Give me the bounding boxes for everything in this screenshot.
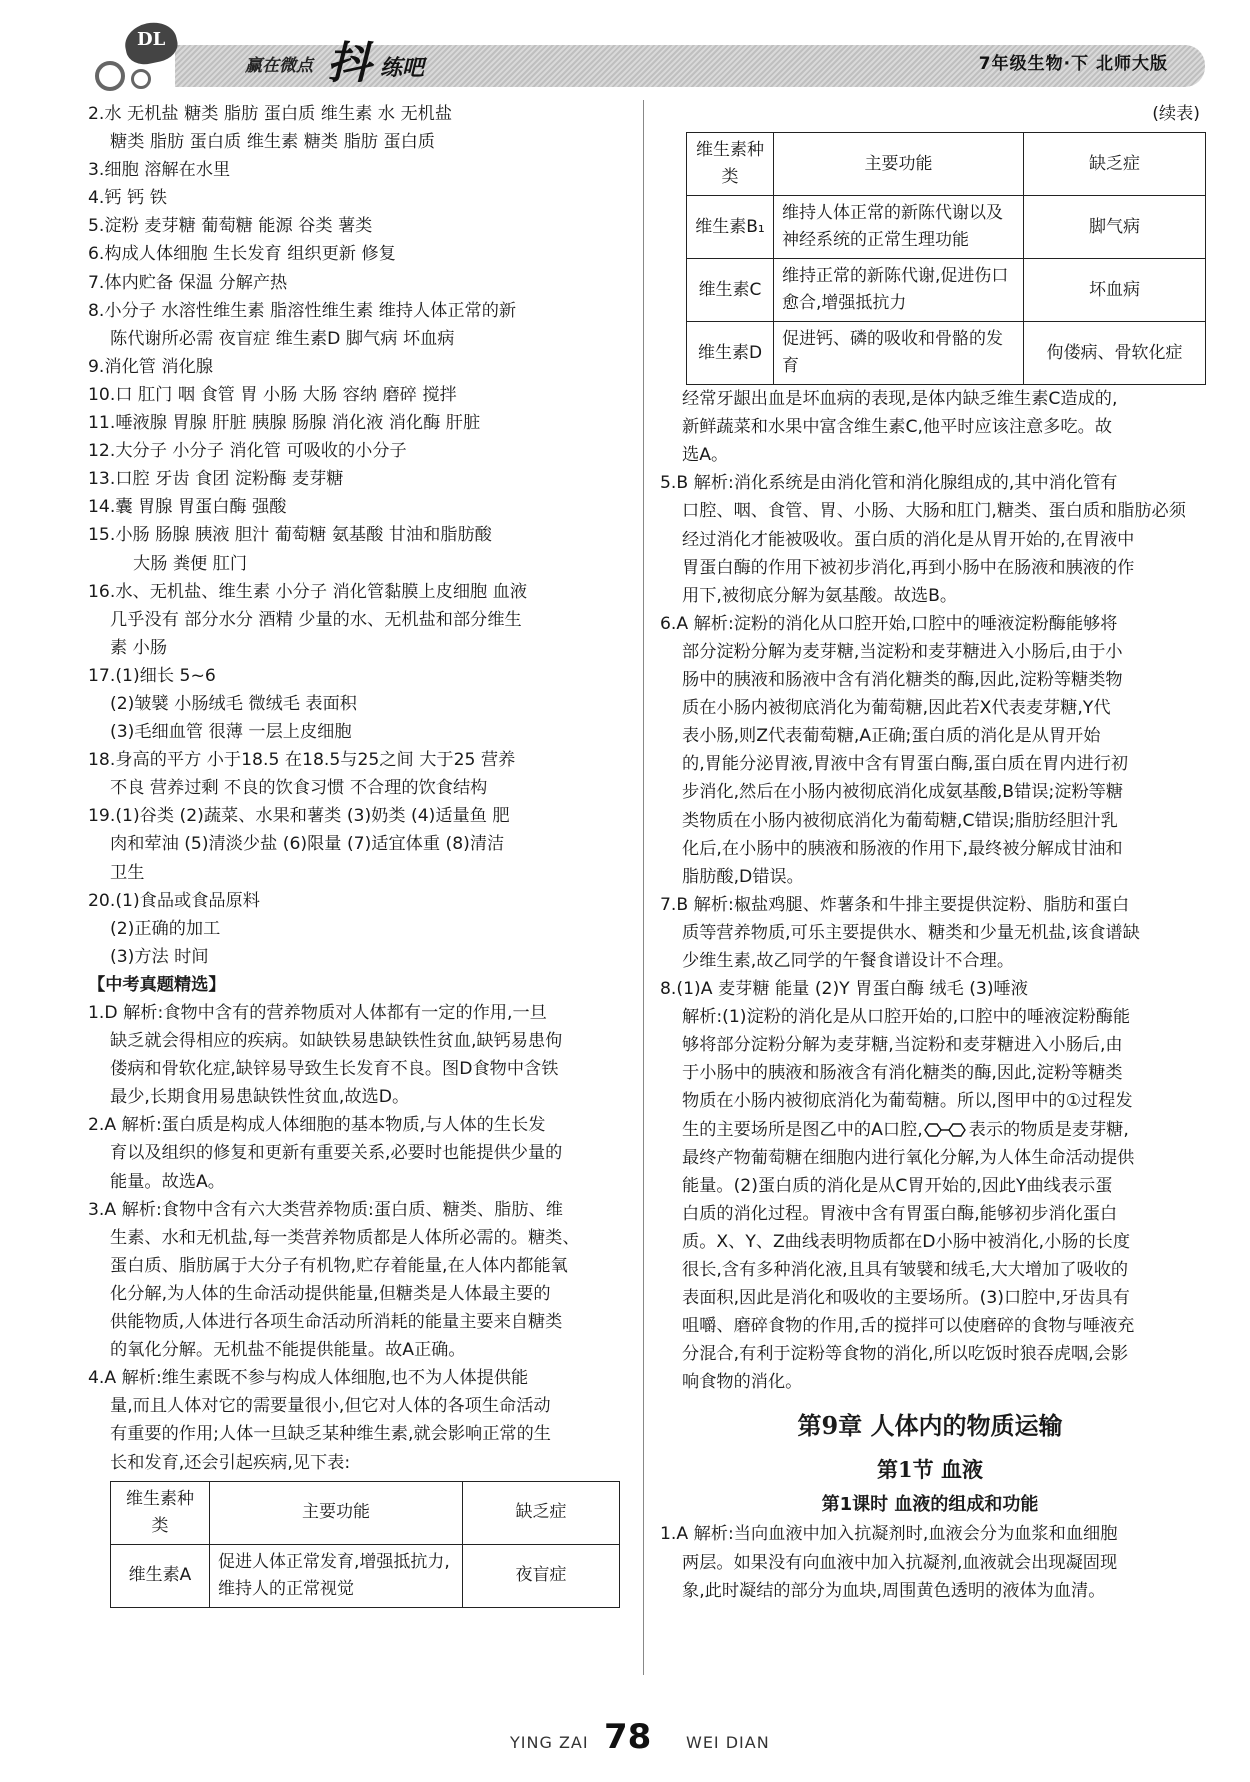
text-line: 13.口腔 牙齿 食团 淀粉酶 麦芽糖 bbox=[88, 469, 344, 490]
text-line: 有重要的作用;人体一旦缺乏某种维生素,就会影响正常的生 bbox=[110, 1424, 551, 1445]
text-line: 2.A 解析:蛋白质是构成人体细胞的基本物质,与人体的生长发 bbox=[88, 1115, 546, 1136]
text-line: 16.水、无机盐、维生素 小分子 消化管黏膜上皮细胞 血液 bbox=[88, 581, 528, 602]
text-line: 8.小分子 水溶性维生素 脂溶性维生素 维持人体正常的新 bbox=[88, 300, 517, 321]
table-header-cell: 维生素种类 bbox=[687, 133, 774, 196]
left-lines bbox=[88, 100, 628, 1477]
brand-small: 练吧 bbox=[380, 55, 425, 81]
text-line: 20.(1)食品或食品原料 bbox=[88, 890, 260, 911]
table-header-cell: 缺乏症 bbox=[1024, 133, 1206, 196]
text-line: 象,此时凝结的部分为血块,周围黄色透明的液体为血清。 bbox=[682, 1580, 1106, 1601]
text-line: 用下,被彻底分解为氨基酸。故选B。 bbox=[682, 585, 958, 606]
table-cell: 促进钙、磷的吸收和骨骼的发育 bbox=[774, 322, 1024, 385]
table-cell: 佝偻病、骨软化症 bbox=[1024, 322, 1206, 385]
section-title: 第1节 血液 bbox=[877, 1457, 983, 1483]
table-cell: 维持正常的新陈代谢,促进伤口愈合,增强抵抗力 bbox=[774, 259, 1024, 322]
text-line: 7.B 解析:椒盐鸡腿、炸薯条和牛排主要提供淀粉、脂肪和蛋白 bbox=[660, 894, 1130, 915]
gear-small-icon bbox=[131, 69, 151, 89]
text-line: 19.(1)谷类 (2)蔬菜、水果和薯类 (3)奶类 (4)适量鱼 肥 bbox=[88, 806, 510, 827]
text-line: 表小肠,则Z代表葡萄糖,A正确;蛋白质的消化是从胃开始 bbox=[682, 726, 1101, 747]
text-line: 4.钙 钙 铁 bbox=[88, 188, 167, 209]
text-line: 能量。故选A。 bbox=[110, 1171, 225, 1192]
text-line: 经过消化才能被吸收。蛋白质的消化是从胃开始的,在胃液中 bbox=[682, 529, 1135, 550]
text-line: 化分解,为人体的生命活动提供能量,但糖类是人体最主要的 bbox=[110, 1283, 551, 1304]
text-line: 咀嚼、磨碎食物的作用,舌的搅拌可以使磨碎的食物与唾液充 bbox=[682, 1316, 1135, 1337]
text-line: 大肠 粪便 肛门 bbox=[133, 553, 248, 574]
text-line-chain bbox=[660, 1116, 1200, 1144]
text-line: 新鲜蔬菜和水果中富含维生素C,他平时应该注意多吃。故 bbox=[682, 417, 1112, 438]
text-line: 表面积,因此是消化和吸收的主要场所。(3)口腔中,牙齿具有 bbox=[682, 1288, 1130, 1309]
text-line: 的,胃能分泌胃液,胃液中含有胃蛋白酶,蛋白质在胃内进行初 bbox=[682, 754, 1129, 775]
text-line: 15.小肠 肠腺 胰液 胆汁 葡萄糖 氨基酸 甘油和脂肪酸 bbox=[88, 525, 492, 546]
footer-left: YING ZAI bbox=[510, 1733, 589, 1752]
text-line: 14.囊 胃腺 胃蛋白酶 强酸 bbox=[88, 497, 287, 518]
chapter-title: 第9章 人体内的物质运输 bbox=[797, 1411, 1063, 1441]
text-line: 5.淀粉 麦芽糖 葡萄糖 能源 谷类 薯类 bbox=[88, 216, 373, 237]
text-line: 质等营养物质,可乐主要提供水、糖类和少量无机盐,该食谱缺 bbox=[682, 922, 1140, 943]
text-line: 量,而且人体对它的需要量很小,但它对人体的各项生命活动 bbox=[110, 1396, 551, 1417]
text-line: 17.(1)细长 5~6 bbox=[88, 665, 216, 686]
text-line: 分混合,有利于淀粉等食物的消化,所以吃饭时狼吞虎咽,会影 bbox=[682, 1344, 1129, 1365]
text-line: 8.(1)A 麦芽糖 能量 (2)Y 胃蛋白酶 绒毛 (3)唾液 bbox=[660, 979, 1028, 1000]
text-line: (2)皱襞 小肠绒毛 微绒毛 表面积 bbox=[110, 693, 357, 714]
table-cell: 脚气病 bbox=[1024, 196, 1206, 259]
text-line: 最终产物葡萄糖在细胞内进行氧化分解,为人体生命活动提供 bbox=[682, 1147, 1135, 1168]
text-line: 陈代谢所必需 夜盲症 维生素D 脚气病 坏血病 bbox=[110, 328, 455, 349]
text-line: 7.体内贮备 保温 分解产热 bbox=[88, 272, 288, 293]
text-line: 10.口 肛门 咽 食管 胃 小肠 大肠 容纳 磨碎 搅拌 bbox=[88, 384, 457, 405]
text-line: 18.身高的平方 小于18.5 在18.5与25之间 大于25 营养 bbox=[88, 750, 516, 771]
text-line: 肠中的胰液和肠液中含有消化糖类的酶,因此,淀粉等糖类物 bbox=[682, 670, 1123, 691]
text-line: 4.A 解析:维生素既不参与构成人体细胞,也不为人体提供能 bbox=[88, 1368, 529, 1389]
page-footer bbox=[0, 1715, 1250, 1765]
footer-right: WEI DIAN bbox=[686, 1733, 770, 1752]
text-line: 6.构成人体细胞 生长发育 组织更新 修复 bbox=[88, 244, 396, 265]
text-line: 部分淀粉分解为麦芽糖,当淀粉和麦芽糖进入小肠后,由于小 bbox=[682, 641, 1123, 662]
brand-big: 抖 bbox=[327, 38, 371, 89]
text-line: 很长,含有多种消化液,且具有皱襞和绒毛,大大增加了吸收的 bbox=[682, 1260, 1129, 1280]
page-number: 78 bbox=[604, 1717, 652, 1757]
lesson-title: 第1课时 血液的组成和功能 bbox=[821, 1494, 1039, 1516]
chain-tail: 表示的物质是麦芽糖, bbox=[968, 1119, 1129, 1140]
text-line: 胃蛋白酶的作用下被初步消化,再到小肠中在肠液和胰液的作 bbox=[682, 557, 1135, 578]
text-line: 卫生 bbox=[110, 862, 145, 883]
text-line: 少维生素,故乙同学的午餐食谱设计不合理。 bbox=[682, 950, 1015, 971]
text-line: 响食物的消化。 bbox=[682, 1372, 803, 1393]
vitamin-table-right bbox=[686, 132, 1206, 385]
text-line: 糖类 脂肪 蛋白质 维生素 糖类 脂肪 蛋白质 bbox=[110, 132, 435, 153]
table-cell: 坏血病 bbox=[1024, 259, 1206, 322]
text-line: 几乎没有 部分水分 酒精 少量的水、无机盐和部分维生 bbox=[110, 609, 522, 630]
text-line: 3.A 解析:食物中含有六大类营养物质:蛋白质、糖类、脂肪、维 bbox=[88, 1199, 563, 1220]
text-line: (2)正确的加工 bbox=[110, 918, 221, 939]
text-line: 物质在小肠内被彻底消化为葡萄糖。所以,图甲中的①过程发 bbox=[682, 1091, 1133, 1112]
chain-head: 生的主要场所是图乙中的A口腔, bbox=[682, 1119, 923, 1140]
text-line: 经常牙龈出血是坏血病的表现,是体内缺乏维生素C造成的, bbox=[682, 389, 1118, 410]
table-cell: 促进人体正常发育,增强抵抗力,维持人的正常视觉 bbox=[210, 1544, 463, 1607]
subject-label: 7年级生物·下 北师大版 bbox=[978, 54, 1168, 74]
text-line: 素 小肠 bbox=[110, 637, 168, 658]
right-lines-c bbox=[660, 1520, 1200, 1604]
left-column bbox=[88, 100, 628, 1608]
text-line: 选A。 bbox=[682, 445, 729, 466]
vitamin-table-left bbox=[110, 1481, 620, 1608]
text-line: 化后,在小肠中的胰液和肠液的作用下,最终被分解成甘油和 bbox=[682, 838, 1123, 859]
text-line: 步消化,然后在小肠内被彻底消化成氨基酸,B错误;淀粉等糖 bbox=[682, 782, 1124, 803]
text-line: 质在小肠内被彻底消化为葡萄糖,因此若X代表麦芽糖,Y代 bbox=[682, 698, 1111, 719]
text-line: 11.唾液腺 胃腺 肝脏 胰腺 肠腺 消化液 消化酶 肝脏 bbox=[88, 413, 481, 434]
text-line: 6.A 解析:淀粉的消化从口腔开始,口腔中的唾液淀粉酶能够将 bbox=[660, 613, 1118, 634]
text-line: 白质的消化过程。胃液中含有胃蛋白酶,能够初步消化蛋白 bbox=[682, 1203, 1118, 1224]
text-line: 够将部分淀粉分解为麦芽糖,当淀粉和麦芽糖进入小肠后,由 bbox=[682, 1035, 1123, 1056]
text-line: 于小肠中的胰液和肠液含有消化糖类的酶,因此,淀粉等糖类 bbox=[682, 1063, 1123, 1084]
text-line: 长和发育,还会引起疾病,见下表: bbox=[110, 1452, 351, 1473]
glucose-chain-icon bbox=[923, 1122, 969, 1138]
text-line: 解析:(1)淀粉的消化是从口腔开始的,口腔中的唾液淀粉酶能 bbox=[682, 1007, 1131, 1028]
text-line: 缺乏就会得相应的疾病。如缺铁易患缺铁性贫血,缺钙易患佝 bbox=[110, 1031, 563, 1052]
text-line: (3)毛细血管 很薄 一层上皮细胞 bbox=[110, 722, 352, 743]
table-cell: 维生素C bbox=[687, 259, 774, 322]
continued-label: (续表) bbox=[1152, 104, 1200, 124]
text-line: 生素、水和无机盐,每一类营养物质都是人体所必需的。糖类、 bbox=[110, 1227, 580, 1248]
column-divider bbox=[643, 100, 644, 1675]
slogan: 赢在微点 bbox=[245, 56, 313, 76]
right-lines-a bbox=[660, 385, 1200, 1115]
text-line: 的氧化分解。无机盐不能提供能量。故A正确。 bbox=[110, 1340, 466, 1361]
text-line: 3.细胞 溶解在水里 bbox=[88, 160, 231, 181]
text-line: 蛋白质、脂肪属于大分子有机物,贮存着能量,在人体内都能氧 bbox=[110, 1255, 568, 1276]
page-header bbox=[95, 15, 1203, 93]
text-line: 脂肪酸,D错误。 bbox=[682, 866, 804, 887]
text-line: 肉和荤油 (5)清淡少盐 (6)限量 (7)适宜体重 (8)清洁 bbox=[110, 834, 505, 855]
text-line: 【中考真题精选】 bbox=[88, 974, 226, 995]
text-line: 1.D 解析:食物中含有的营养物质对人体都有一定的作用,一旦 bbox=[88, 1003, 547, 1023]
text-line: 口腔、咽、食管、胃、小肠、大肠和肛门,糖类、蛋白质和脂肪必须 bbox=[682, 501, 1186, 522]
text-line: 育以及组织的修复和更新有重要关系,必要时也能提供少量的 bbox=[110, 1143, 563, 1164]
text-line: 5.B 解析:消化系统是由消化管和消化腺组成的,其中消化管有 bbox=[660, 473, 1118, 494]
text-line: (3)方法 时间 bbox=[110, 946, 209, 967]
text-line: 类物质在小肠内被彻底消化为葡萄糖,C错误;脂肪经胆汁乳 bbox=[682, 810, 1118, 831]
text-line: 能量。(2)蛋白质的消化是从C胃开始的,因此Y曲线表示蛋 bbox=[682, 1175, 1113, 1196]
table-header-cell: 维生素种类 bbox=[111, 1481, 210, 1544]
table-header-cell: 缺乏症 bbox=[463, 1481, 620, 1544]
logo-icon bbox=[95, 21, 190, 91]
table-cell: 维生素B₁ bbox=[687, 196, 774, 259]
table-cell: 维生素A bbox=[111, 1544, 210, 1607]
text-line: 偻病和骨软化症,缺锌易导致生长发育不良。图D食物中含铁 bbox=[110, 1059, 559, 1080]
text-line: 9.消化管 消化腺 bbox=[88, 356, 213, 377]
right-lines-b bbox=[660, 1144, 1200, 1397]
table-header-cell: 主要功能 bbox=[210, 1481, 463, 1544]
text-line: 不良 营养过剩 不良的饮食习惯 不合理的饮食结构 bbox=[110, 778, 488, 799]
table-cell: 维生素D bbox=[687, 322, 774, 385]
text-line: 两层。如果没有向血液中加入抗凝剂,血液就会出现凝固现 bbox=[682, 1552, 1118, 1573]
text-line: 质。X、Y、Z曲线表明物质都在D小肠中被消化,小肠的长度 bbox=[682, 1231, 1131, 1252]
text-line: 2.水 无机盐 糖类 脂肪 蛋白质 维生素 水 无机盐 bbox=[88, 104, 453, 124]
text-line: 1.A 解析:当向血液中加入抗凝剂时,血液会分为血浆和血细胞 bbox=[660, 1524, 1118, 1545]
table-cell: 夜盲症 bbox=[463, 1544, 620, 1607]
text-line: 12.大分子 小分子 消化管 可吸收的小分子 bbox=[88, 441, 407, 462]
table-header-cell: 主要功能 bbox=[774, 133, 1024, 196]
badge-text: DL bbox=[137, 29, 166, 50]
text-line: 最少,长期食用易患缺铁性贫血,故选D。 bbox=[110, 1087, 410, 1108]
text-line: 供能物质,人体进行各项生命活动所消耗的能量主要来自糖类 bbox=[110, 1312, 563, 1333]
table-cell: 维持人体正常的新陈代谢以及神经系统的正常生理功能 bbox=[774, 196, 1024, 259]
gear-icon bbox=[95, 61, 125, 91]
right-column bbox=[660, 100, 1200, 1605]
